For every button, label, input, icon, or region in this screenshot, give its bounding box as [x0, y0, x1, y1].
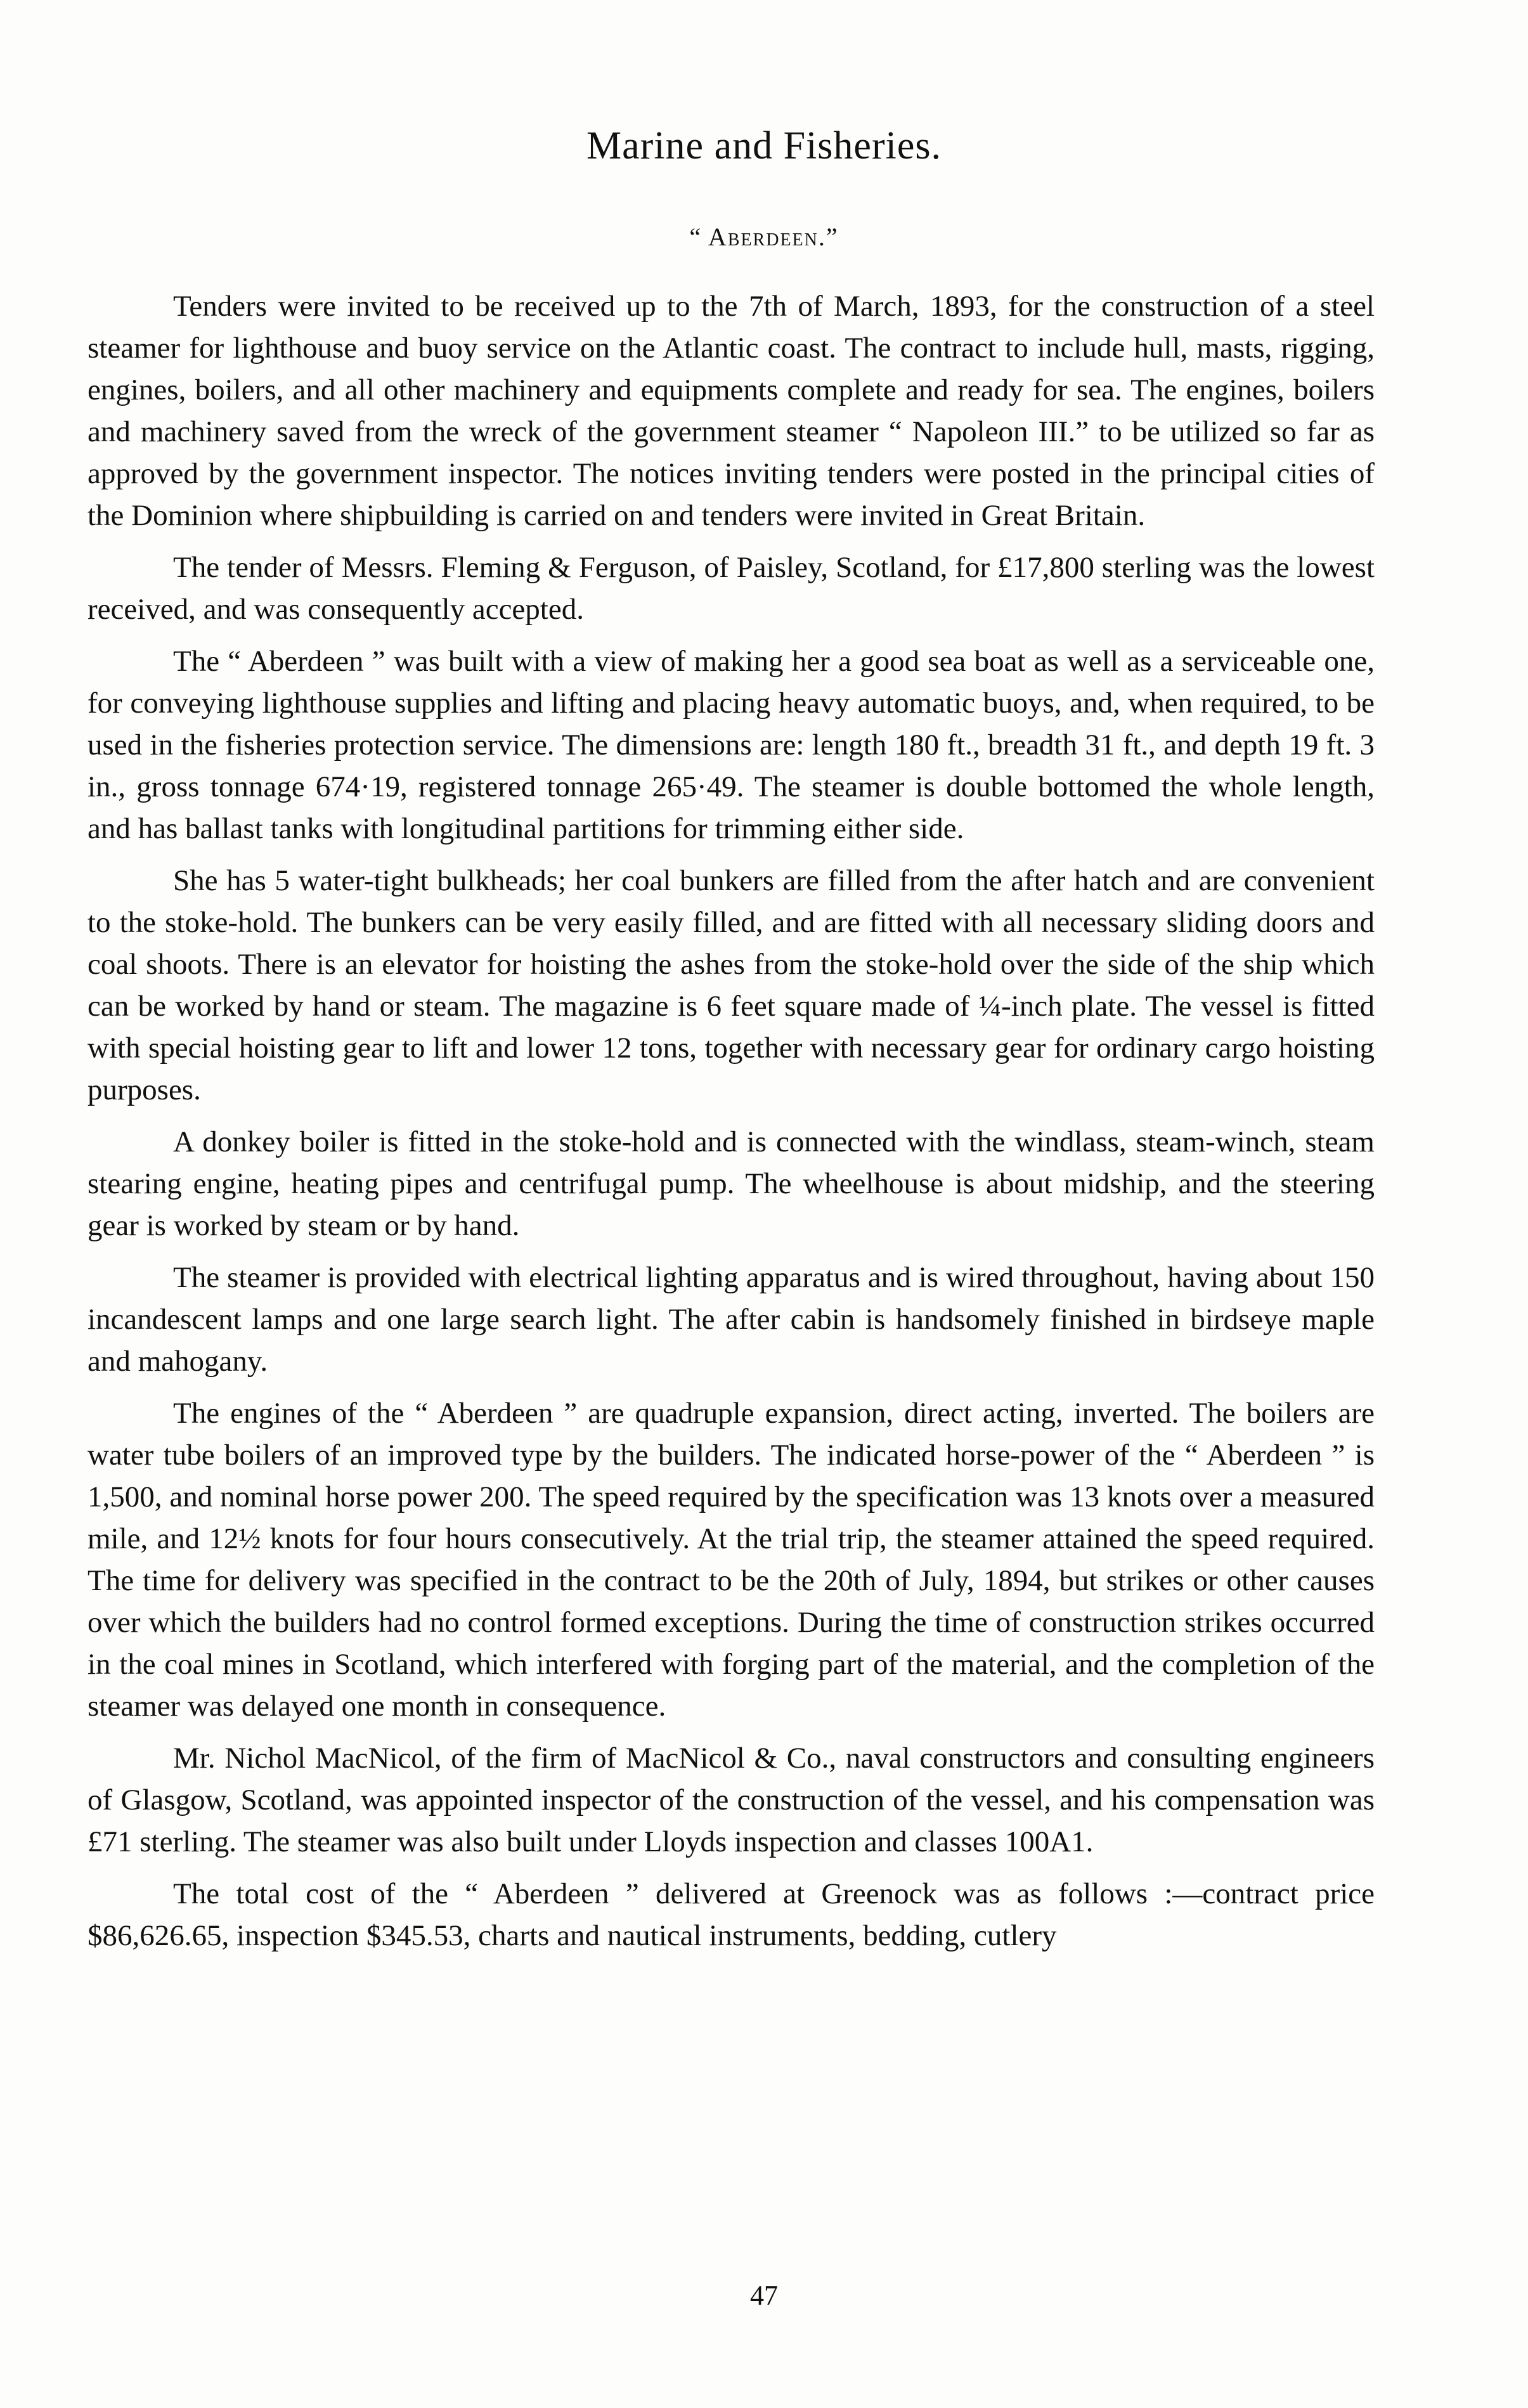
paragraph-dimensions: The “ Aberdeen ” was built with a view of making her a good sea boat as well as a serviceable one, for conveying lighthouse supplies and lifting and placing heavy automatic buoys, and, when required, to be used in the fisheries protection service. The dimensions are: length 180 ft., breadth 31 ft., and depth 19 ft. 3 in., gross tonnage 674·19, registered tonnage 265·49. The steamer is double bottomed the whole length, and has ballast tanks with longitudinal partitions for trimming either side.: [87, 645, 1375, 845]
section-heading: “ Aberdeen.”: [689, 223, 839, 251]
paragraph-donkey-boiler: A donkey boiler is fitted in the stoke-hold and is connected with the windlass, steam-winch, steam stearing engine, heating pipes and centrifugal pump. The wheelhouse is about midship, and the steering gear is worked by steam or by hand.: [87, 1125, 1375, 1242]
running-title: Marine and Fisheries.: [586, 124, 942, 167]
paragraph-total-cost: The total cost of the “ Aberdeen ” delivered at Greenock was as follows :—contract price $86,626.65, inspection $345.53, charts and nautical instruments, bedding, cutlery: [87, 1877, 1375, 1952]
paragraph-engines: The engines of the “ Aberdeen ” are quadruple expansion, direct acting, inverted. The boilers are water tube boilers of an improved type by the builders. The indicated horse-power of the “ Aberdeen ” is 1,500, and nominal horse power 200. The speed required by the specification was 13 knots over a measured mile, and 12½ knots for four hours consecutively. At the trial trip, the steamer attained the speed required. The time for delivery was specified in the contract to be the 20th of July, 1894, but strikes or other causes over which the builders had no control formed exceptions. During the time of construction strikes occurred in the coal mines in Scotland, which interfered with forging part of the material, and the completion of the steamer was delayed one month in consequence.: [87, 1397, 1375, 1723]
paragraph-inspector: Mr. Nichol MacNicol, of the firm of MacNicol & Co., naval constructors and consulting engineers of Glasgow, Scotland, was appointed inspector of the construction of the vessel, and his compensation was £71 sterling. The steamer was also built under Lloyds inspection and classes 100A1.: [87, 1742, 1375, 1858]
body-text: [87, 285, 1375, 1967]
paragraph-lighting: The steamer is provided with electrical lighting apparatus and is wired throughout, having about 150 incandescent lamps and one large search light. The after cabin is handsomely finished in birdseye maple and mahogany.: [87, 1261, 1375, 1378]
paragraph-tender-accepted: The tender of Messrs. Fleming & Ferguson, of Paisley, Scotland, for £17,800 sterling was the lowest received, and was consequently accepted.: [87, 551, 1375, 626]
paragraph-bulkheads: She has 5 water-tight bulkheads; her coal bunkers are filled from the after hatch and are convenient to the stoke-hold. The bunkers can be very easily filled, and are fitted with all necessary sliding doors and coal shoots. There is an elevator for hoisting the ashes from the stoke-hold over the side of the ship which can be worked by hand or steam. The magazine is 6 feet square made of ¼-inch plate. The vessel is fitted with special hoisting gear to lift and lower 12 tons, together with necessary gear for ordinary cargo hoisting purposes.: [87, 864, 1375, 1106]
page-number: 47: [750, 2280, 778, 2311]
paragraph-tenders: Tenders were invited to be received up to the 7th of March, 1893, for the construction of a steel steamer for lighthouse and buoy service on the Atlantic coast. The contract to include hull, masts, rigging, engines, boilers, and all other machinery and equipments complete and ready for sea. The engines, boilers and machinery saved from the wreck of the government steamer “ Napoleon III.” to be utilized so far as approved by the government inspector. The notices inviting tenders were posted in the principal cities of the Dominion where shipbuilding is carried on and tenders were invited in Great Britain.: [87, 290, 1375, 532]
